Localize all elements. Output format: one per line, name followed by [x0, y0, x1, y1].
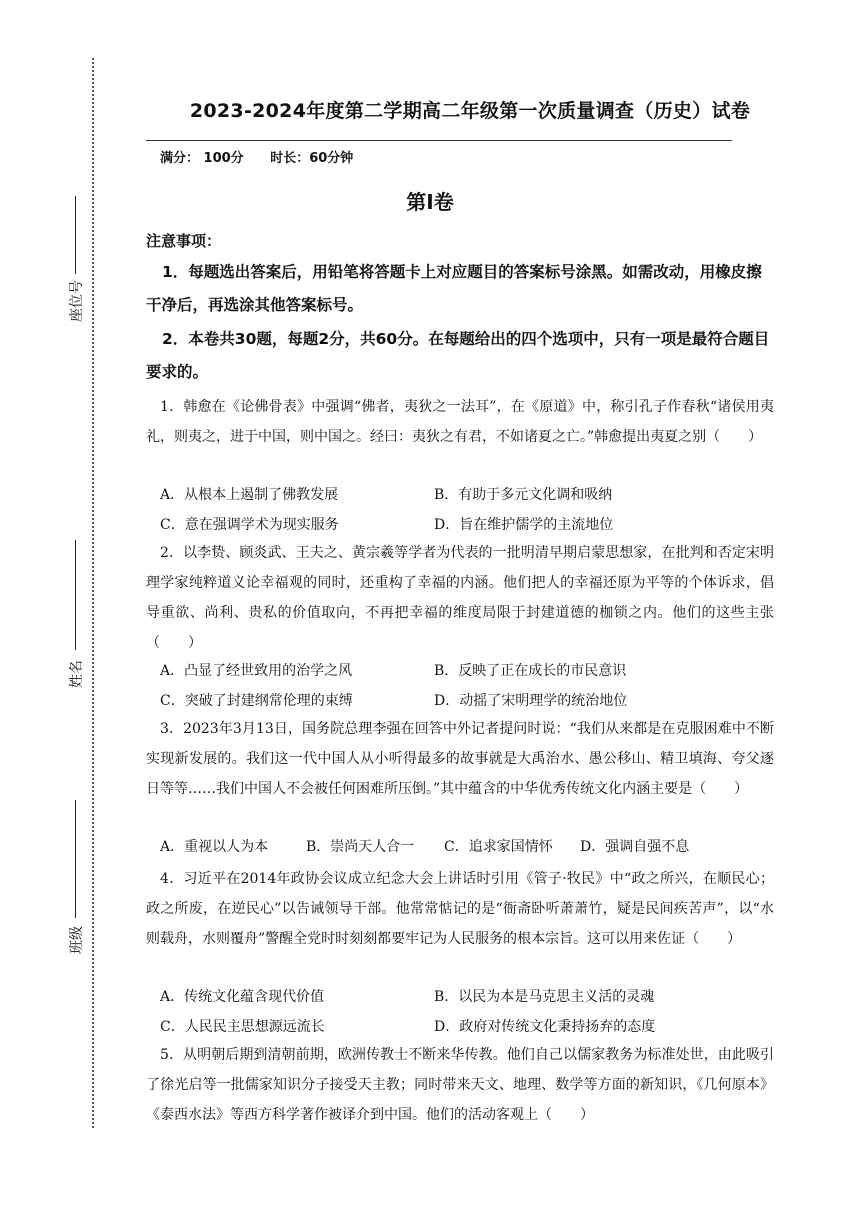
binding-dotted-line: [92, 58, 94, 1128]
option-c[interactable]: C．追求家国情怀: [444, 839, 553, 855]
option-a[interactable]: A．传统文化蕴含现代价值: [160, 989, 325, 1005]
title-rule: [146, 140, 732, 141]
option-c[interactable]: C．人民民主思想源远流长: [160, 1019, 325, 1035]
exam-meta: [160, 147, 375, 166]
notes-heading: 注意事项：: [146, 232, 222, 250]
question-stem: 4．习近平在2014年政协会议成立纪念大会上讲话时引用《管子·牧民》中“政之所兴，在顺民心；政之所废，在逆民心”以告诫领导干部。他常常惦记的是“衙斋卧听萧萧竹，疑是民间疾苦声”，以“水则载舟，水则覆舟”警醒全党时时刻刻都要牢记为人民服务的根本宗旨。这可以用来佐证（ ）: [146, 871, 774, 947]
name-blank: [75, 540, 76, 650]
option-b[interactable]: B．有助于多元文化调和吸纳: [434, 487, 613, 503]
duration: 时长：60分钟: [270, 151, 354, 166]
question-stem: 2．以李贽、顾炎武、王夫之、黄宗羲等学者为代表的一批明清早期启蒙思想家，在批判和否定宋明理学家纯粹道义论幸福观的同时，还重构了幸福的内涵。他们把人的幸福还原为平等的个体诉求，倡导重欲、尚利、贵私的价值取向，不再把幸福的维度局限于封建道德的枷锁之内。他们的这些主张（ ）: [146, 545, 774, 651]
exam-title: 2023-2024年度第二学期高二年级第一次质量调查（历史）试卷: [189, 100, 751, 122]
option-b[interactable]: B．以民为本是马克思主义活的灵魂: [434, 989, 655, 1005]
option-d[interactable]: D．动摇了宋明理学的统治地位: [434, 693, 628, 709]
name-field[interactable]: [66, 540, 86, 690]
note-item: 2．本卷共30题，每题2分，共60分。在每题给出的四个选项中，只有一项是最符合题目要求的。: [146, 330, 770, 381]
class-blank: [75, 800, 76, 918]
option-a[interactable]: A．凸显了经世致用的治学之风: [160, 663, 353, 679]
name-label: 姓名: [69, 660, 85, 688]
option-d[interactable]: D．强调自强不息: [580, 839, 690, 855]
volume-heading: 第Ⅰ卷: [406, 190, 454, 214]
option-a[interactable]: A．从根本上遏制了佛教发展: [160, 487, 339, 503]
option-a[interactable]: A．重视以人为本: [160, 839, 269, 855]
class-label: 班级: [69, 926, 85, 954]
option-b[interactable]: B．反映了正在成长的市民意识: [434, 663, 627, 679]
seat-number-field[interactable]: [66, 196, 86, 336]
question-stem: 1．韩愈在《论佛骨表》中强调“佛者，夷狄之一法耳”，在《原道》中，称引孔子作春秋“诸侯用夷礼，则夷之，进于中国，则中国之。经曰：夷狄之有君，不如诸夏之亡。”韩愈提出夷夏之别（ ）: [146, 399, 774, 445]
option-d[interactable]: D．政府对传统文化秉持扬弃的态度: [434, 1019, 656, 1035]
question-stem: 5．从明朝后期到清朝前期，欧洲传教士不断来华传教。他们自己以儒家教务为标准处世，由此吸引了徐光启等一批儒家知识分子接受天主教；同时带来天文、地理、数学等方面的新知识，《几何原本》《泰西水法》等西方科学著作被译介到中国。他们的活动客观上（ ）: [146, 1047, 774, 1123]
question-stem: 3．2023年3月13日，国务院总理李强在回答中外记者提问时说：“我们从来都是在克服困难中不断实现新发展的。我们这一代中国人从小听得最多的故事就是大禹治水、愚公移山、精卫填海、夸父逐日等等……我们中国人不会被任何困难所压倒。”其中蕴含的中华优秀传统文化内涵主要是（ ）: [146, 721, 774, 797]
option-c[interactable]: C．意在强调学术为现实服务: [160, 517, 339, 533]
class-field[interactable]: [66, 800, 86, 960]
option-b[interactable]: B．崇尚天人合一: [306, 839, 415, 855]
option-c[interactable]: C．突破了封建纲常伦理的束缚: [160, 693, 353, 709]
note-item: 1．每题选出答案后，用铅笔将答题卡上对应题目的答案标号涂黑。如需改动，用橡皮擦干净后，再选涂其他答案标号。: [146, 263, 762, 314]
seat-number-label: 座位号: [69, 280, 85, 322]
option-d[interactable]: D．旨在维护儒学的主流地位: [434, 517, 614, 533]
full-score: 满分： 100分: [160, 151, 244, 166]
